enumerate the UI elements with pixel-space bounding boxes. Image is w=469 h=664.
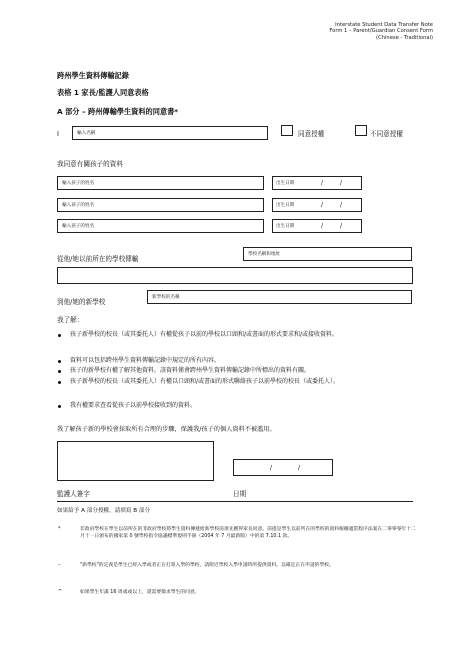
header-line-3: (Chinese - Traditional): [376, 34, 433, 41]
date-slash: /: [298, 464, 301, 471]
date-field[interactable]: [233, 459, 333, 476]
new-school-field[interactable]: [147, 290, 412, 304]
bullet-text: 資料可以包括跨州學生資料傳輸記錄中規定的所有內容。: [70, 357, 221, 364]
dob-placeholder: 出生日期: [276, 203, 295, 208]
child-name-placeholder: 輸入孩子的姓名: [62, 203, 95, 208]
previous-school-field[interactable]: [243, 247, 412, 261]
bullet-text: 孩子的新學校有權了解其他資料，該資料僅會跨州學生資料傳輸記錄中所標出的資料有關。: [70, 367, 311, 374]
agree-checkbox[interactable]: [281, 125, 293, 136]
signature-label: 監護人簽字: [57, 490, 90, 498]
form-title: 表格 1 家長/監護人同意表格: [57, 88, 149, 97]
form-header: [329, 22, 433, 41]
part-a-title: A 部分 – 跨州傳輸學生資料的同意書*: [57, 107, 179, 116]
header-line-1: Interstate Student Data Transfer Note: [335, 22, 433, 28]
child-name-field-2[interactable]: [57, 198, 264, 212]
previous-school-label: 從他/她以前所在的學校傳輸: [57, 255, 139, 263]
bullet-text: 孩子新學校的校長（或其委托人）有權以口頭和/或書面的形式聯絡孩子以前學校的校長（或委托人）。: [70, 378, 340, 385]
dob-slash: /: [321, 201, 324, 209]
part-b-note: 如果給予 A 部分授權，請填寫 B 部分: [57, 508, 151, 514]
dob-slash: /: [340, 179, 343, 187]
document-title: 跨州學生資料傳輸記錄: [57, 71, 129, 80]
footer-divider: [57, 501, 413, 502]
date-slash: /: [270, 464, 273, 471]
privacy-statement: 我了解孩子新的學校會採取所有合理的步驟，保護我/孩子的個人資料不被濫用。: [57, 426, 276, 433]
child-dob-field-3[interactable]: [272, 219, 362, 233]
bullet-icon: [58, 334, 61, 337]
child-name-placeholder: 輸入孩子的姓名: [62, 224, 95, 229]
child-name-placeholder: 輸入孩子的姓名: [62, 181, 95, 186]
dob-placeholder: 出生日期: [276, 181, 295, 186]
bullet-text: 我有權要求查看從孩子以前學校接收到的資料。: [70, 402, 197, 409]
dob-placeholder: 出生日期: [276, 224, 295, 229]
header-line-2: Form 1 – Parent/Guardian Consent Form: [329, 28, 433, 35]
understand-heading: 我了解：: [57, 316, 84, 324]
new-school-placeholder: 新學校的名稱: [152, 295, 180, 300]
footnote-text: "新學校"的定義是學生已經入學或者正在打算入學的學校，請附近學校入學申請時所提供資料。以確定正在申請的學校。: [80, 563, 334, 568]
consent-prefix: I: [57, 130, 59, 138]
footnote-text: 非政府學校在學生以前所在的非政府學校將學生資料傳遞給新學校前須先獲得家長同意。前提是學生以前所在的學校的資料根據適當程序法案在二零零零年十二月十一日頒布的國家第 0 號學校指令協議標準規則手冊（2004 年 7 月最新版）中的第 7.10.1 款。: [80, 527, 416, 539]
footnote-marker: –: [58, 563, 61, 568]
signature-box[interactable]: [57, 441, 214, 481]
footnote-marker: ^: [58, 590, 63, 595]
date-label: 日期: [233, 490, 247, 498]
parent-name-field[interactable]: [72, 126, 268, 140]
children-heading: 我同意有關孩子的資料: [57, 160, 123, 168]
parent-name-placeholder: 輸入名稱: [77, 131, 96, 136]
child-dob-field-1[interactable]: [272, 176, 362, 190]
previous-school-field-line-2[interactable]: [57, 267, 413, 284]
agree-label: 同意授權: [298, 130, 325, 138]
dob-slash: /: [321, 179, 324, 187]
bullet-icon: [58, 370, 61, 373]
dob-slash: /: [340, 201, 343, 209]
previous-school-placeholder: 學校名稱和地址: [248, 252, 281, 257]
disagree-label: 不同意授權: [370, 130, 403, 138]
dob-slash: /: [340, 222, 343, 230]
child-dob-field-2[interactable]: [272, 198, 362, 212]
dob-slash: /: [321, 222, 324, 230]
bullet-text: 孩子新學校的校長（或其委托人）有權從孩子以前的學校以口頭和/或書面的形式要求和/或接收資料。: [70, 331, 339, 338]
disagree-checkbox[interactable]: [355, 125, 367, 136]
footnote-text: 如果學生年滿 16 周歲或以上，還需要徵求學生的同意。: [80, 590, 200, 595]
new-school-label: 到他/她的新學校: [57, 298, 106, 306]
bullet-icon: [58, 360, 61, 363]
child-name-field-3[interactable]: [57, 219, 264, 233]
bullet-icon: [58, 405, 61, 408]
child-name-field-1[interactable]: [57, 176, 264, 190]
footnote-marker: *: [58, 527, 61, 532]
bullet-icon: [58, 381, 61, 384]
